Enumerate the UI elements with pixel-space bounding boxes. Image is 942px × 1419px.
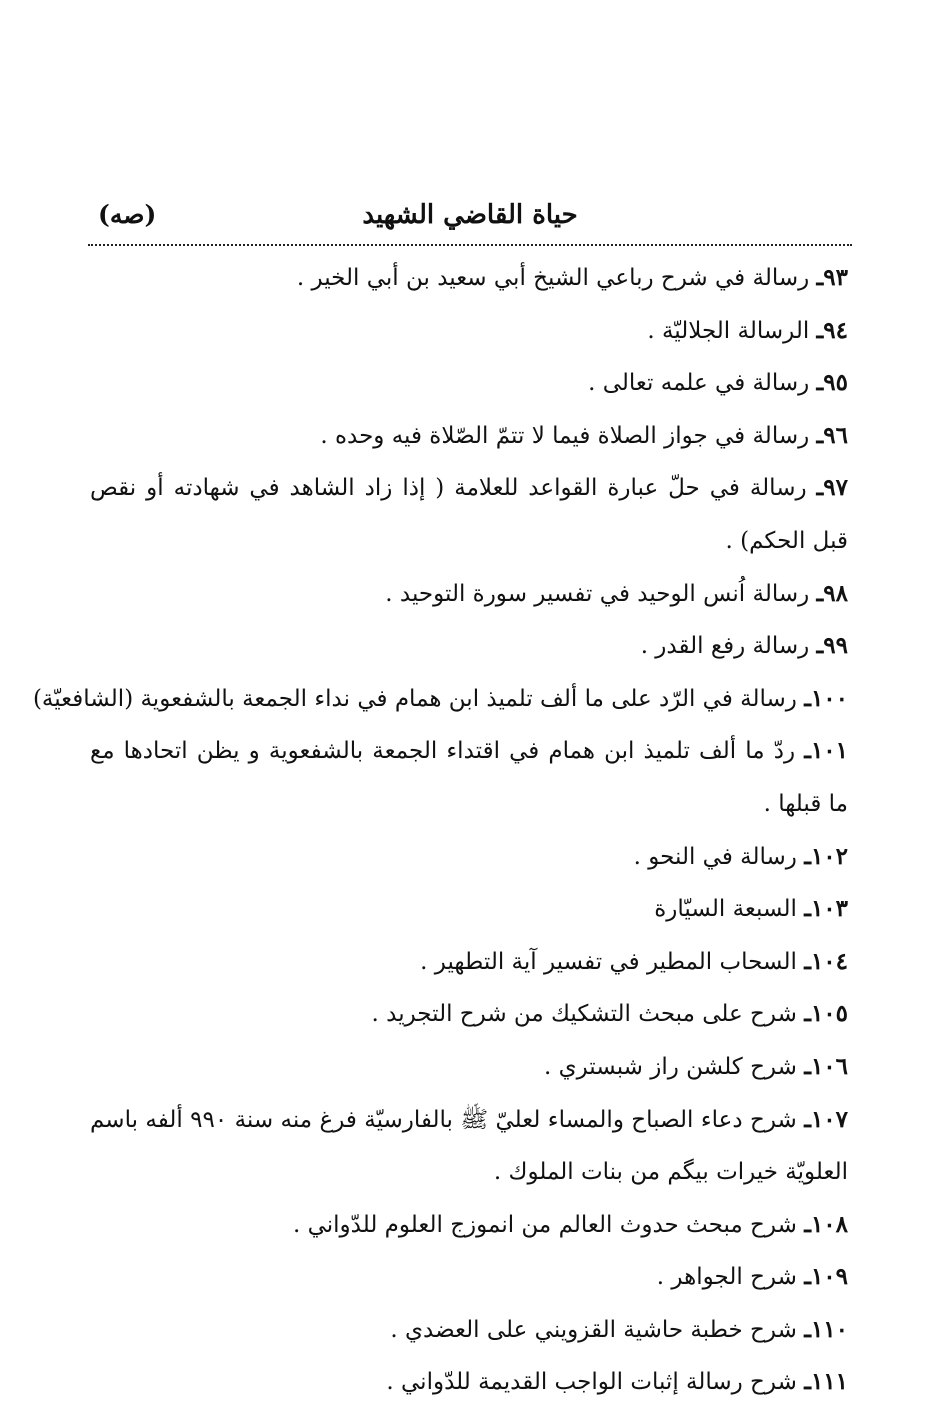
item-text: الرسالة الجلاليّة . bbox=[647, 317, 817, 344]
item-text: رسالة اُنس الوحيد في تفسير سورة التوحيد . bbox=[385, 580, 817, 607]
list-item-continuation bbox=[90, 515, 848, 568]
list-item bbox=[90, 988, 848, 1041]
running-title: حياة القاضي الشهيد bbox=[362, 200, 578, 230]
list-item-continuation bbox=[90, 1146, 848, 1199]
list-item bbox=[32, 673, 848, 726]
item-text: العلويّة خيرات بيگم من بنات الملوك . bbox=[493, 1159, 848, 1186]
item-text: شرح خطبة حاشية القزويني على العضدي . bbox=[390, 1316, 805, 1343]
item-number: ١٠٨ـ bbox=[804, 1210, 848, 1238]
item-number: ١٠٥ـ bbox=[804, 1000, 848, 1028]
list-item bbox=[90, 1356, 848, 1409]
list-item bbox=[90, 936, 848, 989]
item-number: ٩٦ـ bbox=[816, 421, 848, 449]
item-number: ٩٥ـ bbox=[816, 369, 848, 397]
item-text: شرح الجواهر . bbox=[656, 1264, 805, 1291]
item-number: ١٠٧ـ bbox=[804, 1105, 848, 1133]
list-item bbox=[90, 357, 848, 410]
item-number: ١٠٩ـ bbox=[804, 1263, 848, 1291]
item-text: رسالة رفع القدر . bbox=[640, 633, 817, 660]
item-number: ١٠٦ـ bbox=[804, 1052, 848, 1080]
list-item bbox=[90, 1304, 848, 1357]
list-item bbox=[90, 620, 848, 673]
list-item bbox=[90, 568, 848, 621]
item-text: شرح كلشن راز شبستري . bbox=[543, 1053, 805, 1080]
list-item bbox=[90, 410, 848, 463]
item-text: شرح دعاء الصباح والمساء لعليّ ﷺ بالفارسيّة فرغ منه سنة ٩٩٠ ألفه باسم bbox=[90, 1106, 805, 1133]
item-text: رسالة في شرح رباعي الشيخ أبي سعيد بن أبي الخير . bbox=[296, 265, 817, 291]
list-item bbox=[90, 883, 848, 936]
item-number: ١٠١ـ bbox=[804, 737, 848, 765]
item-number: ١٠٤ـ bbox=[804, 947, 848, 975]
item-number: ٩٩ـ bbox=[816, 632, 848, 660]
list-item bbox=[90, 252, 848, 305]
item-text: رسالة في حلّ عبارة القواعد للعلامة ( إذا زاد الشاهد في شهادته أو نقص bbox=[90, 475, 817, 502]
item-text: رسالة في جواز الصلاة فيما لا تتمّ الصّلاة فيه وحده . bbox=[320, 422, 817, 449]
list-item bbox=[90, 1041, 848, 1094]
item-number: ١٠٣ـ bbox=[804, 895, 848, 923]
item-number: ١١١ـ bbox=[804, 1368, 848, 1396]
list-item bbox=[90, 1199, 848, 1252]
list-item bbox=[90, 1251, 848, 1304]
item-number: ١٠٢ـ bbox=[804, 842, 848, 870]
list-item bbox=[90, 725, 848, 778]
item-text: رسالة في علمه تعالى . bbox=[588, 370, 817, 397]
item-text: ردّ ما ألف تلميذ ابن همام في اقتداء الجمعة بالشفعوية و يظن اتحادها مع bbox=[90, 738, 805, 765]
item-text: السبعة السيّارة bbox=[654, 896, 805, 923]
item-text: شرح مبحث حدوث العالم من انموزج العلوم للدّواني . bbox=[292, 1211, 805, 1238]
item-number: ٩٧ـ bbox=[816, 474, 848, 502]
item-text: السحاب المطير في تفسير آية التطهير . bbox=[420, 948, 805, 975]
list-item bbox=[90, 462, 848, 515]
page-number: (صه) bbox=[98, 200, 157, 229]
item-number: ٩٤ـ bbox=[816, 316, 848, 344]
item-text: شرح على مبحث التشكيك من شرح التجريد . bbox=[371, 1001, 805, 1028]
item-text: رسالة في الرّد على ما ألف تلميذ ابن همام في نداء الجمعة بالشفعوية (الشافعيّة) bbox=[32, 685, 805, 712]
body-text bbox=[32, 252, 848, 1409]
item-text: شرح رسالة إثبات الواجب القديمة للدّواني . bbox=[386, 1369, 805, 1396]
item-text: رسالة في النحو . bbox=[633, 843, 805, 870]
item-number: ١١٠ـ bbox=[804, 1315, 848, 1343]
item-number: ٩٣ـ bbox=[816, 264, 848, 291]
list-item bbox=[90, 1094, 848, 1147]
item-text: قبل الحكم) . bbox=[725, 527, 848, 554]
list-item-continuation bbox=[90, 778, 848, 831]
list-item bbox=[90, 831, 848, 884]
list-item bbox=[90, 305, 848, 358]
item-number: ٩٨ـ bbox=[816, 579, 848, 607]
item-text: ما قبلها . bbox=[763, 790, 848, 817]
item-number: ١٠٠ـ bbox=[804, 684, 848, 712]
page-header bbox=[88, 196, 852, 246]
